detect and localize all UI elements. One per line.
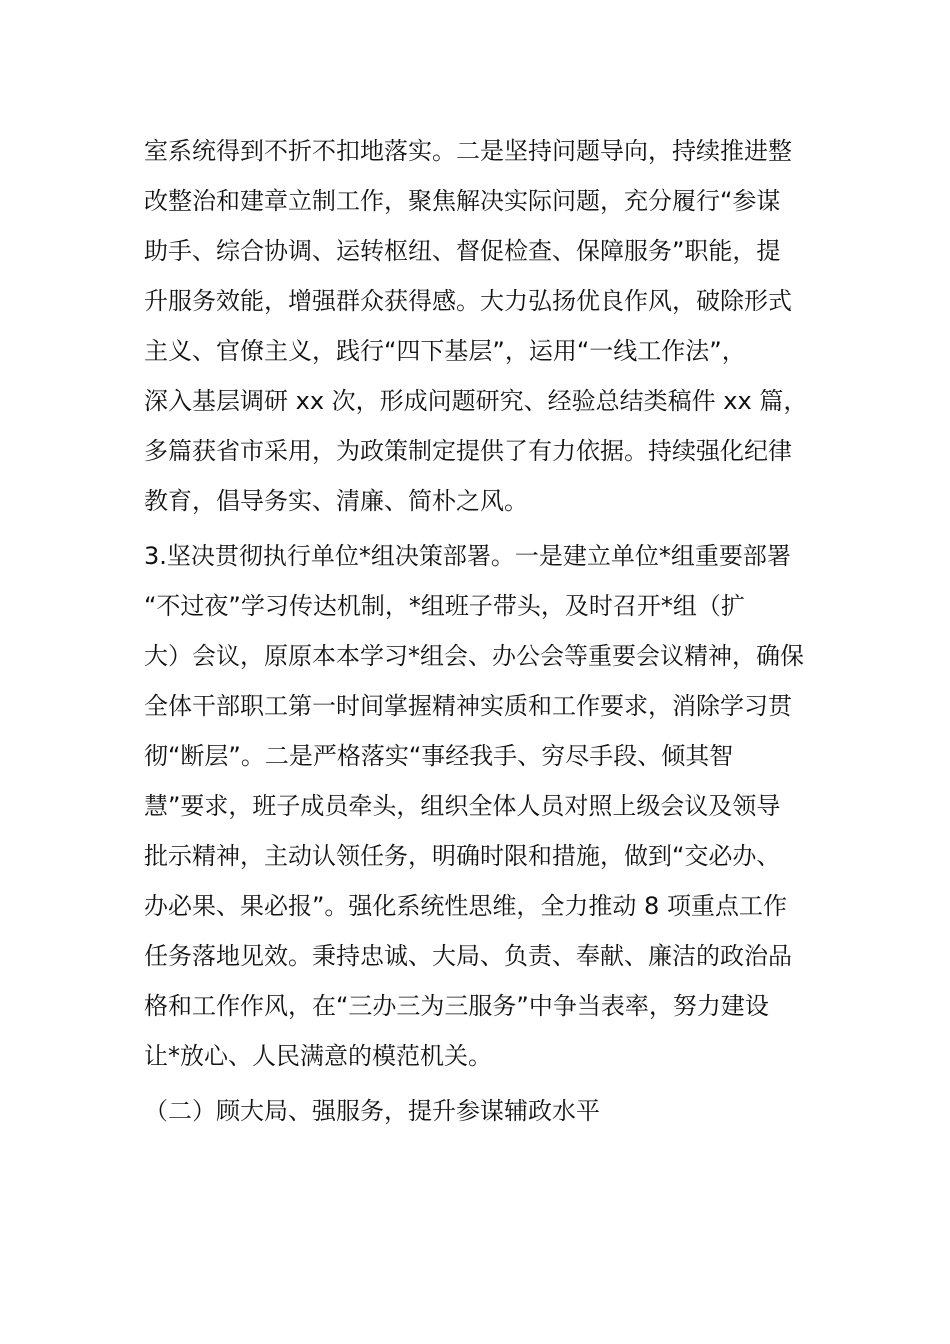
text-line: 3.坚决贯彻执行单位*组决策部署。一是建立单位*组重要部署 <box>144 542 791 570</box>
text-line: “不过夜”学习传达机制，*组班子带头，及时召开*组（扩 <box>144 592 745 620</box>
text-line: 升服务效能，增强群众获得感。大力弘扬优良作风，破除形式 <box>144 287 792 315</box>
text-line: 格和工作作风，在“三办三为三服务”中争当表率，努力建设 <box>144 992 769 1020</box>
text-line: 教育，倡导务实、清廉、简朴之风。 <box>144 487 528 515</box>
text-line: 多篇获省市采用，为政策制定提供了有力依据。持续强化纪律 <box>144 437 792 465</box>
text-line: 改整治和建章立制工作，聚焦解决实际问题，充分履行“参谋 <box>144 187 781 215</box>
text-line: 助手、综合协调、运转枢纽、督促检查、保障服务”职能，提 <box>144 237 781 265</box>
heading-line: （二）顾大局、强服务，提升参谋辅政水平 <box>144 1097 600 1125</box>
text-line: 大）会议，原原本本学习*组会、办公会等重要会议精神，确保 <box>144 642 804 670</box>
text-line: 批示精神，主动认领任务，明确时限和措施，做到“交必办、 <box>144 842 781 870</box>
text-line: 全体干部职工第一时间掌握精神实质和工作要求，消除学习贯 <box>144 692 792 720</box>
paragraph-section-3 <box>144 531 816 1081</box>
paragraph-work-style <box>144 126 816 526</box>
text-line: 办必果、果必报”。强化系统性思维，全力推动 8 项重点工作 <box>144 892 787 920</box>
text-line: 深入基层调研 xx 次，形成问题研究、经验总结类稿件 xx 篇， <box>144 387 808 415</box>
section-heading <box>144 1086 816 1136</box>
text-line: 彻“断层”。二是严格落实“事经我手、穷尽手段、倾其智 <box>144 742 734 770</box>
text-line: 室系统得到不折不扣地落实。二是坚持问题导向，持续推进整 <box>144 137 792 165</box>
text-line: 任务落地见效。秉持忠诚、大局、负责、奉献、廉洁的政治品 <box>144 942 792 970</box>
text-line: 主义、官僚主义，践行“四下基层”，运用“一线工作法”， <box>144 337 746 365</box>
text-line: 慧”要求，班子成员牵头，组织全体人员对照上级会议及领导 <box>144 792 781 820</box>
text-line: 让*放心、人民满意的模范机关。 <box>144 1042 492 1070</box>
